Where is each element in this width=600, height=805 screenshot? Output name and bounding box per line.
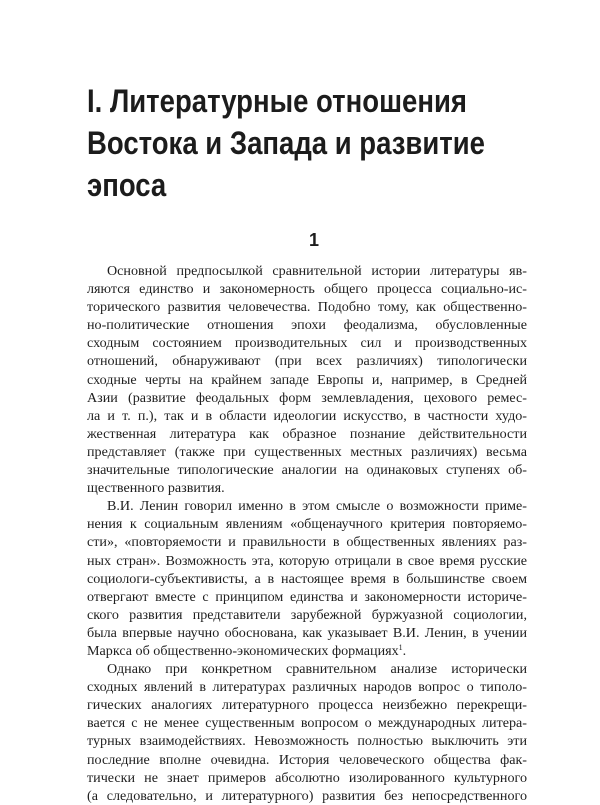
paragraph-2	[87, 497, 527, 660]
text-line: тически не знает примеров абсолютно изолированного культурного	[87, 769, 527, 786]
chapter-title-line: Востока и Запада и развитие	[87, 125, 485, 161]
chapter-title	[87, 80, 483, 206]
text-line: Основной предпосылкой сравнительной истории литературы яв-	[107, 263, 527, 279]
section-number: 1	[308, 230, 319, 250]
text-line: Маркса об общественно-экономических формациях$^1$.	[87, 642, 407, 659]
text-line: Однако при конкретном сравнительном анализе исторически	[107, 661, 527, 678]
text-line: (а следовательно, и литературного) развития без непосредственного	[87, 787, 527, 804]
text-line: была впервые научно обоснована, как указывает В.И. Ленин, в учении	[87, 624, 527, 641]
text-line: отвергают вместе с принципом единства и закономерности историче-	[87, 588, 527, 605]
text-line: ляются единство и закономерность общего процесса социально-ис-	[87, 281, 527, 298]
text-line: гических аналогиях литературного процесса неизбежно перекрещи-	[87, 697, 527, 714]
text-line: жественная литература как образное познание действительности	[87, 425, 527, 442]
paragraph-3	[87, 660, 527, 805]
paragraph-1	[87, 262, 527, 497]
text-line: сходным состоянием производительных сил и производственных	[87, 335, 527, 352]
chapter-title-line: эпоса	[87, 167, 167, 203]
text-line: Азии (развитие феодальных форм землевладения, цехового ремес-	[87, 389, 527, 406]
body-text	[87, 262, 527, 805]
text-line-content: Маркса об общественно-экономических формациях	[87, 642, 399, 659]
text-line: ла и т. п.), так и в области идеологии искусство, в частности худо-	[87, 407, 527, 424]
text-line: ных стран». Возможность эта, которую отрицали в свое время русские	[87, 552, 527, 569]
text-line: отношений, обнаруживают (при всех различиях) типологически	[87, 353, 527, 370]
text-line: ского развития представители зарубежной буржуазной социологии,	[87, 606, 527, 623]
text-line: сходных явлений в литературах различных народов вопрос о типоло-	[87, 679, 527, 696]
text-line: вается с не менее существенным вопросом о международных литера-	[87, 715, 527, 732]
text-line: значительные типологические аналогии на одинаковых ступенях об-	[87, 462, 527, 479]
text-line: но-политические отношения эпохи феодализма, обусловленные	[87, 317, 527, 334]
text-line: представляет (также при существенных местных различиях) весьма	[87, 443, 527, 460]
chapter-title-line: I. Литературные отношения	[87, 83, 467, 119]
text-line: нения к социальным явлениям «общенаучного критерия повторяемо-	[87, 516, 527, 533]
text-line: сходные черты на крайнем западе Европы и, например, в Средней	[87, 371, 527, 388]
text-line: торического развития человечества. Подобно тому, как общественно-	[87, 299, 527, 316]
text-line: турных взаимодействиях. Невозможность полностью выключить эти	[87, 733, 527, 750]
footnote-mark[interactable]: 1	[398, 642, 403, 652]
text-line: сти», «повторяемости и правильности в общественных явлениях раз-	[87, 534, 527, 551]
text-line: социологи-субъективисты, а в настоящее время в большинстве своем	[87, 570, 527, 587]
text-line: щественного развития.	[87, 480, 225, 497]
text-line: В.И. Ленин говорил именно в этом смысле о возможности приме-	[107, 498, 527, 515]
text-line: последние вполне очевидна. История человеческого общества фак-	[87, 751, 527, 768]
